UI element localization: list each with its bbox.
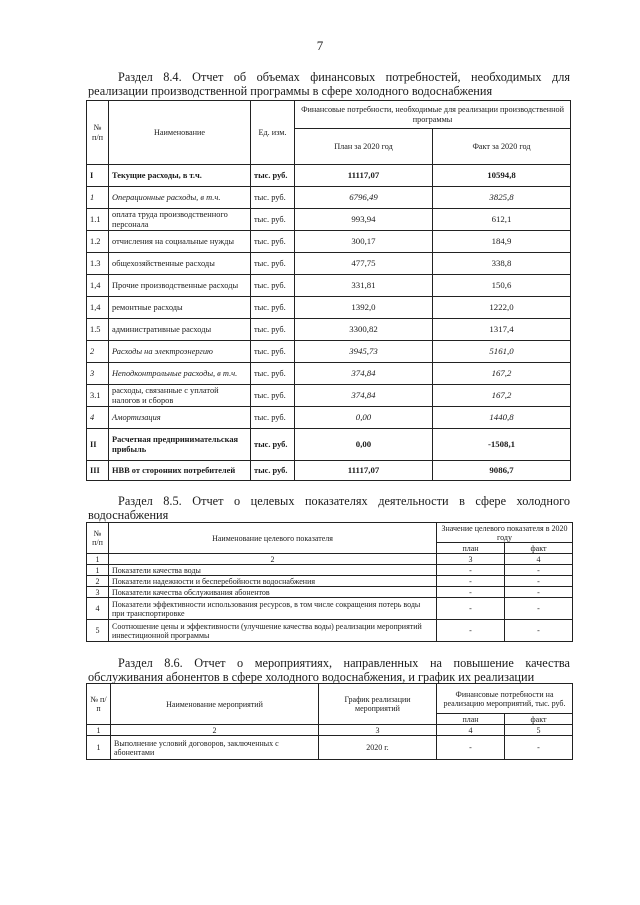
row-name: Показатели качества обслуживания абонентов [109,587,437,598]
row-unit: тыс. руб. [251,341,295,363]
row-plan: 3300,82 [295,319,433,341]
header-fact: факт [505,543,573,554]
index-2: 2 [109,554,437,565]
row-fact: 167,2 [433,363,571,385]
row-fact: 5161,0 [433,341,571,363]
row-fact: 167,2 [433,385,571,407]
row-name: Амортизация [109,407,251,429]
row-unit: тыс. руб. [251,253,295,275]
table-row [87,429,571,461]
row-plan: - [437,576,505,587]
row-name: оплата труда производственного персонала [109,209,251,231]
row-fact: 1222,0 [433,297,571,319]
row-plan: 331,81 [295,275,433,297]
row-num: III [87,461,109,481]
row-plan: 374,84 [295,363,433,385]
table-row [87,385,571,407]
header-unit: Ед. изм. [251,101,295,165]
header-financial-needs: Финансовые потребности на реализацию мероприятий, тыс. руб. [437,684,573,714]
index-4: 4 [437,725,505,736]
row-num: 1.2 [87,231,109,253]
row-plan: - [437,598,505,620]
row-unit: тыс. руб. [251,165,295,187]
header-num: № п/п [87,101,109,165]
row-name: отчисления на социальные нужды [109,231,251,253]
index-4: 4 [505,554,573,565]
table-row [87,565,573,576]
row-name: Операционные расходы, в т.ч. [109,187,251,209]
table-row [87,598,573,620]
section-8-5-heading [88,494,570,522]
row-schedule: 2020 г. [319,736,437,760]
table-row [87,407,571,429]
table-row [87,297,571,319]
table-row [87,620,573,642]
row-unit: тыс. руб. [251,385,295,407]
header-num: № п/п [87,523,109,554]
table-row [87,253,571,275]
row-num: 1 [87,565,109,576]
table-row [87,209,571,231]
section-8-4-heading-line2: реализации производственной программы в сфере холодного водоснабжения [88,84,493,98]
table-row [87,461,571,481]
row-name: НВВ от сторонних потребителей [109,461,251,481]
table-row [87,187,571,209]
header-plan: план [437,543,505,554]
row-name: ремонтные расходы [109,297,251,319]
header-schedule: График реализации мероприятий [319,684,437,725]
row-plan: - [437,587,505,598]
row-num: 4 [87,407,109,429]
table-row [87,363,571,385]
row-fact: - [505,576,573,587]
row-unit: тыс. руб. [251,231,295,253]
row-num: 4 [87,598,109,620]
row-num: II [87,429,109,461]
row-plan: - [437,736,505,760]
index-2: 2 [111,725,319,736]
row-num: 1,4 [87,275,109,297]
row-plan: 0,00 [295,429,433,461]
financial-needs-table [86,100,571,481]
row-name: расходы, связанные с уплатой налогов и сборов [109,385,251,407]
row-fact: 3825,8 [433,187,571,209]
table-row [87,231,571,253]
row-num: 3 [87,363,109,385]
row-num: 1,4 [87,297,109,319]
header-value: Значение целевого показателя в 2020 году [437,523,573,543]
table-row [87,736,573,760]
table-row [87,275,571,297]
row-name: Выполнение условий договоров, заключенных с абонентами [111,736,319,760]
row-num: 2 [87,576,109,587]
row-name: Соотношение цены и эффективности (улучшение качества воды) реализации мероприятий инвестиционной программы [109,620,437,642]
row-unit: тыс. руб. [251,209,295,231]
row-fact: - [505,598,573,620]
row-plan: - [437,620,505,642]
row-num: 2 [87,341,109,363]
section-8-6-heading-line1: Раздел 8.6. Отчет о мероприятиях, направленных на повышение качества [118,656,570,670]
row-fact: - [505,620,573,642]
row-name: Расчетная предпринимательская прибыль [109,429,251,461]
header-fact: факт [505,714,573,725]
row-plan: 0,00 [295,407,433,429]
row-num: I [87,165,109,187]
section-8-6-heading-line2: обслуживания абонентов в сфере холодного водоснабжения, и график их реализации [88,670,535,684]
table-row [87,165,571,187]
header-financial-needs: Финансовые потребности, необходимые для реализации производственной программы [295,101,571,129]
table-row [87,319,571,341]
service-quality-measures-table [86,683,573,760]
row-fact: - [505,587,573,598]
row-name: административные расходы [109,319,251,341]
header-plan: План за 2020 год [295,129,433,165]
row-fact: 9086,7 [433,461,571,481]
row-name: Прочие производственные расходы [109,275,251,297]
row-plan: 477,75 [295,253,433,275]
page-number: 7 [316,38,324,53]
row-fact: 1317,4 [433,319,571,341]
section-8-4-heading-line1: Раздел 8.4. Отчет об объемах финансовых потребностей, необходимых для [118,70,570,84]
row-unit: тыс. руб. [251,461,295,481]
index-1: 1 [87,725,111,736]
section-8-6-heading [88,656,570,684]
row-plan: 3945,73 [295,341,433,363]
header-num: № п/п [87,684,111,725]
row-name: Показатели надежности и бесперебойности водоснабжения [109,576,437,587]
row-fact: 10594,8 [433,165,571,187]
table-row [87,341,571,363]
row-plan: 11117,07 [295,165,433,187]
row-plan: 993,94 [295,209,433,231]
row-fact: - [505,565,573,576]
row-plan: 300,17 [295,231,433,253]
row-fact: 1440,8 [433,407,571,429]
row-unit: тыс. руб. [251,319,295,341]
row-unit: тыс. руб. [251,297,295,319]
index-3: 3 [437,554,505,565]
section-8-4-heading [88,70,570,98]
row-fact: -1508,1 [433,429,571,461]
header-plan: план [437,714,505,725]
table-row [87,576,573,587]
row-num: 1.1 [87,209,109,231]
row-name: Расходы на электроэнергию [109,341,251,363]
row-plan: 11117,07 [295,461,433,481]
row-fact: 184,9 [433,231,571,253]
table-row [87,587,573,598]
row-fact: - [505,736,573,760]
row-unit: тыс. руб. [251,187,295,209]
row-name: Неподконтрольные расходы, в т.ч. [109,363,251,385]
section-8-5-heading-line2: водоснабжения [88,508,169,522]
row-unit: тыс. руб. [251,429,295,461]
row-name: Текущие расходы, в т.ч. [109,165,251,187]
row-num: 1.3 [87,253,109,275]
row-unit: тыс. руб. [251,363,295,385]
row-fact: 150,6 [433,275,571,297]
index-3: 3 [319,725,437,736]
header-name: Наименование [109,101,251,165]
row-plan: - [437,565,505,576]
index-5: 5 [505,725,573,736]
row-name: Показатели эффективности использования ресурсов, в том числе сокращения потерь воды при транспортировке [109,598,437,620]
row-name: Показатели качества воды [109,565,437,576]
row-num: 3.1 [87,385,109,407]
section-8-5-heading-line1: Раздел 8.5. Отчет о целевых показателях деятельности в сфере холодного [118,494,570,508]
target-indicators-table [86,522,573,642]
row-num: 1.5 [87,319,109,341]
row-num: 1 [87,187,109,209]
row-num: 3 [87,587,109,598]
row-unit: тыс. руб. [251,275,295,297]
header-name: Наименование мероприятий [111,684,319,725]
row-fact: 612,1 [433,209,571,231]
row-unit: тыс. руб. [251,407,295,429]
row-plan: 374,84 [295,385,433,407]
row-num: 1 [87,736,111,760]
header-fact: Факт за 2020 год [433,129,571,165]
row-num: 5 [87,620,109,642]
row-plan: 6796,49 [295,187,433,209]
index-1: 1 [87,554,109,565]
row-name: общехозяйственные расходы [109,253,251,275]
header-name: Наименование целевого показателя [109,523,437,554]
row-plan: 1392,0 [295,297,433,319]
row-fact: 338,8 [433,253,571,275]
